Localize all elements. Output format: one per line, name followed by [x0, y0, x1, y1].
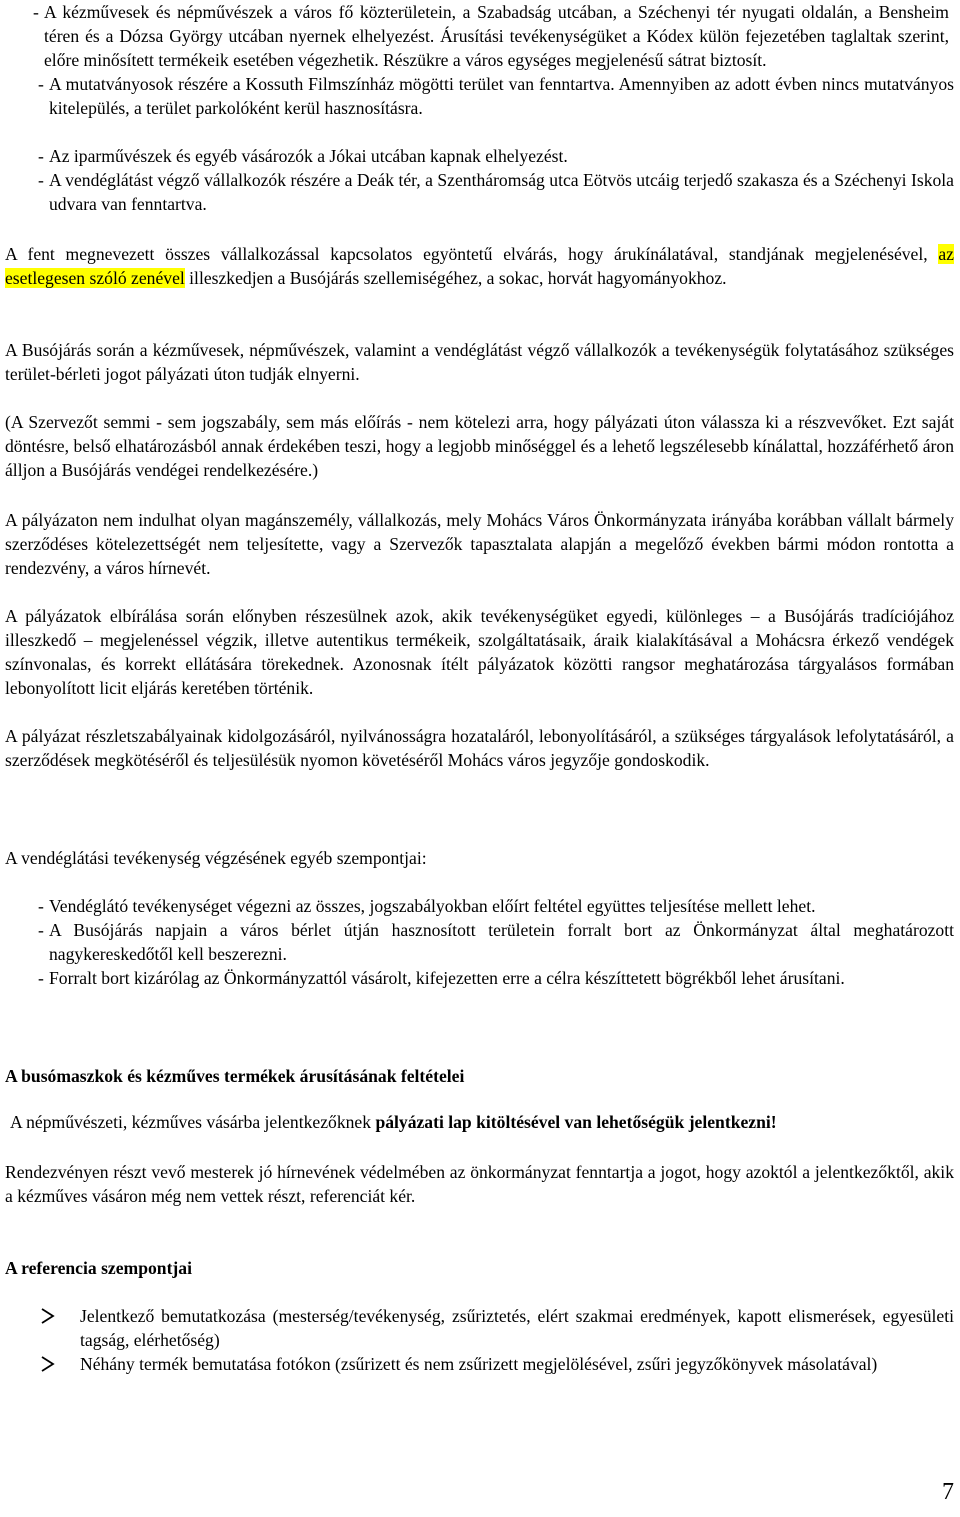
- list-item-text: A Busójárás napjain a város bérlet útján hasznosított területein forralt bort az Önkormányzat által meghatározott nagykereskedőtől kell beszerezni.: [49, 920, 954, 964]
- list-item-text: A vendéglátást végző vállalkozók részére a Deák tér, a Szentháromság utca Eötvös utcáig terjedő szakasza és a Széchenyi Iskola udvara van fenntartva.: [49, 170, 954, 214]
- list-item-text: Jelentkező bemutatkozása (mesterség/tevékenység, zsűriztetés, elért szakmai eredmények, kapott elismerések, egyesületi tagság, elérhetőség): [80, 1306, 954, 1350]
- application-line: [10, 1110, 954, 1134]
- exclusion-paragraph: A pályázaton nem indulhat olyan magánszemély, vállalkozás, mely Mohács Város Önkormányzata irányába korábban vállalt bármely szerződéses kötelezettségét nem teljesítette, vagy a Szervezők tapasztalata alapján a megelőző években bármi módon rontotta a rendezvény, a város hírnevét.: [5, 510, 954, 578]
- list-item: [0, 168, 954, 216]
- rights-paragraph: A Busójárás során a kézművesek, népművészek, valamint a vendéglátást végző vállalkozók a tevékenységük folytatásához szükséges terület-bérleti jogot pályázati úton tudják elnyerni.: [5, 340, 954, 384]
- list-item-text: Néhány termék bemutatása fotókon (zsűrizett és nem zsűrizett megjelölésével, zsűri jegyzőkönyvek másolatával): [80, 1354, 878, 1374]
- list-item-text: Vendéglátó tevékenységet végezni az összes, jogszabályokban előírt feltétel együttes teljesítése mellett lehet.: [49, 896, 816, 916]
- list-bullet: -: [38, 968, 44, 988]
- page-number: 7: [942, 1479, 954, 1505]
- reference-heading: [5, 1256, 954, 1280]
- paragraph-text: A népművészeti, kézműves vásárba jelentkezőknek: [10, 1112, 376, 1132]
- list-item-text: Az iparművészek és egyéb vásározók a Jókai utcában kapnak elhelyezést.: [49, 146, 568, 166]
- list-item: [0, 72, 954, 120]
- list-item: [0, 918, 954, 966]
- expectation-paragraph: [5, 242, 954, 290]
- list-bullet: -: [33, 2, 39, 22]
- list-bullet: -: [38, 920, 44, 940]
- list-bullet: -: [38, 170, 44, 190]
- arrow-bullet-icon: [0, 1352, 80, 1376]
- list-item-text: Forralt bort kizárólag az Önkormányzattól vásárolt, kifejezetten erre a célra készíttetett bögrékből lehet árusítani.: [49, 968, 845, 988]
- list-item: [0, 894, 954, 918]
- section-heading: A referencia szempontjai: [5, 1258, 192, 1278]
- reference-right-paragraph: Rendezvényen részt vevő mesterek jó hírnevének védelmében az önkormányzat fenntartja a jogot, hogy azoktól a jelentkezőktől, akik a kézműves vásáron még nem vettek részt, referenciát kér.: [5, 1162, 954, 1206]
- hospitality-title: A vendéglátási tevékenység végzésének egyéb szempontjai:: [5, 848, 427, 868]
- bold-text: pályázati lap kitöltésével van lehetőségük jelentkezni!: [375, 1112, 777, 1132]
- list-item: [0, 1304, 954, 1352]
- list-item-wrapper: [5, 72, 954, 120]
- organizer-paragraph: (A Szervezőt semmi - sem jogszabály, sem más előírás - nem kötelezi arra, hogy pályázati úton válassza ki a részvevőket. Ezt saját döntésre, belső elhatározásból annak érdekében teszi, hogy a legjobb minőséggel és a lehető legszélesebb kínálattal, hozzáférhető áron álljon a Busójárás vendégei rendelkezésére.): [5, 412, 954, 480]
- list-bullet: -: [38, 74, 44, 94]
- reference-list: [5, 1304, 954, 1376]
- arrow-bullet-icon: [0, 1304, 80, 1352]
- list-item-wrapper: [5, 168, 954, 216]
- section-heading: A busómaszkok és kézműves termékek árusításának feltételei: [5, 1066, 465, 1086]
- list-item: [0, 1352, 954, 1376]
- notary-paragraph: A pályázat részletszabályainak kidolgozásáról, nyilvánosságra hozataláról, lebonyolításáról, a szükséges tárgyalások lefolytatásáról, a szerződések megkötéséről és teljesülésük nyomon követéséről Mohács város jegyzője gondoskodik.: [5, 726, 954, 770]
- list-item-text: A mutatványosok részére a Kossuth Filmszínház mögötti terület van fenntartva. Amennyiben az adott évben nincs mutatványos kitelepülés, a terület parkolóként kerül hasznosításra.: [49, 74, 954, 118]
- location-list: [5, 0, 954, 72]
- evaluation-paragraph: A pályázatok elbírálása során előnyben részesülnek azok, akik tevékenységüket egyedi, különleges – a Busójárás tradíciójához illeszkedő – megjelenéssel végzik, illetve autentikus termékeik, szolgáltatásaik, áraik kialakításával a Mohácsra érkező vendégek színvonalas, és korrekt ellátására törekednek. Azonosnak ítélt pályázatok közötti rangsor meghatározása tárgyalásos formában lebonyolított licit eljárás keretében történik.: [5, 606, 954, 698]
- list-item: [0, 0, 949, 72]
- mask-heading: [5, 1064, 954, 1088]
- paragraph-text: A fent megnevezett összes vállalkozással kapcsolatos egyöntetű elvárás, hogy árukínálatával, standjának megjelenésével,: [5, 244, 939, 264]
- list-item-text: A kézművesek és népművészek a város fő közterületein, a Szabadság utcában, a Széchenyi tér nyugati oldalán, a Bensheim téren és a Dózsa György utcában nyernek elhelyezést. Árusítási tevékenységüket a Kódex külön fejezetében taglaltak szerint, előre minősített termékeik esetében végezhetik. Részükre a város egységes megjelenésű sátrat biztosít.: [44, 2, 949, 70]
- list-bullet: -: [38, 146, 44, 166]
- highlighted-text: az esetlegesen szóló zenével: [5, 244, 954, 288]
- list-item-wrapper: [5, 144, 954, 168]
- hospitality-list: [5, 894, 954, 990]
- list-item: [0, 966, 954, 990]
- paragraph-text: illeszkedjen a Busójárás szellemiségéhez, a sokac, horvát hagyományokhoz.: [184, 268, 727, 288]
- list-item: [0, 144, 954, 168]
- list-bullet: -: [38, 896, 44, 916]
